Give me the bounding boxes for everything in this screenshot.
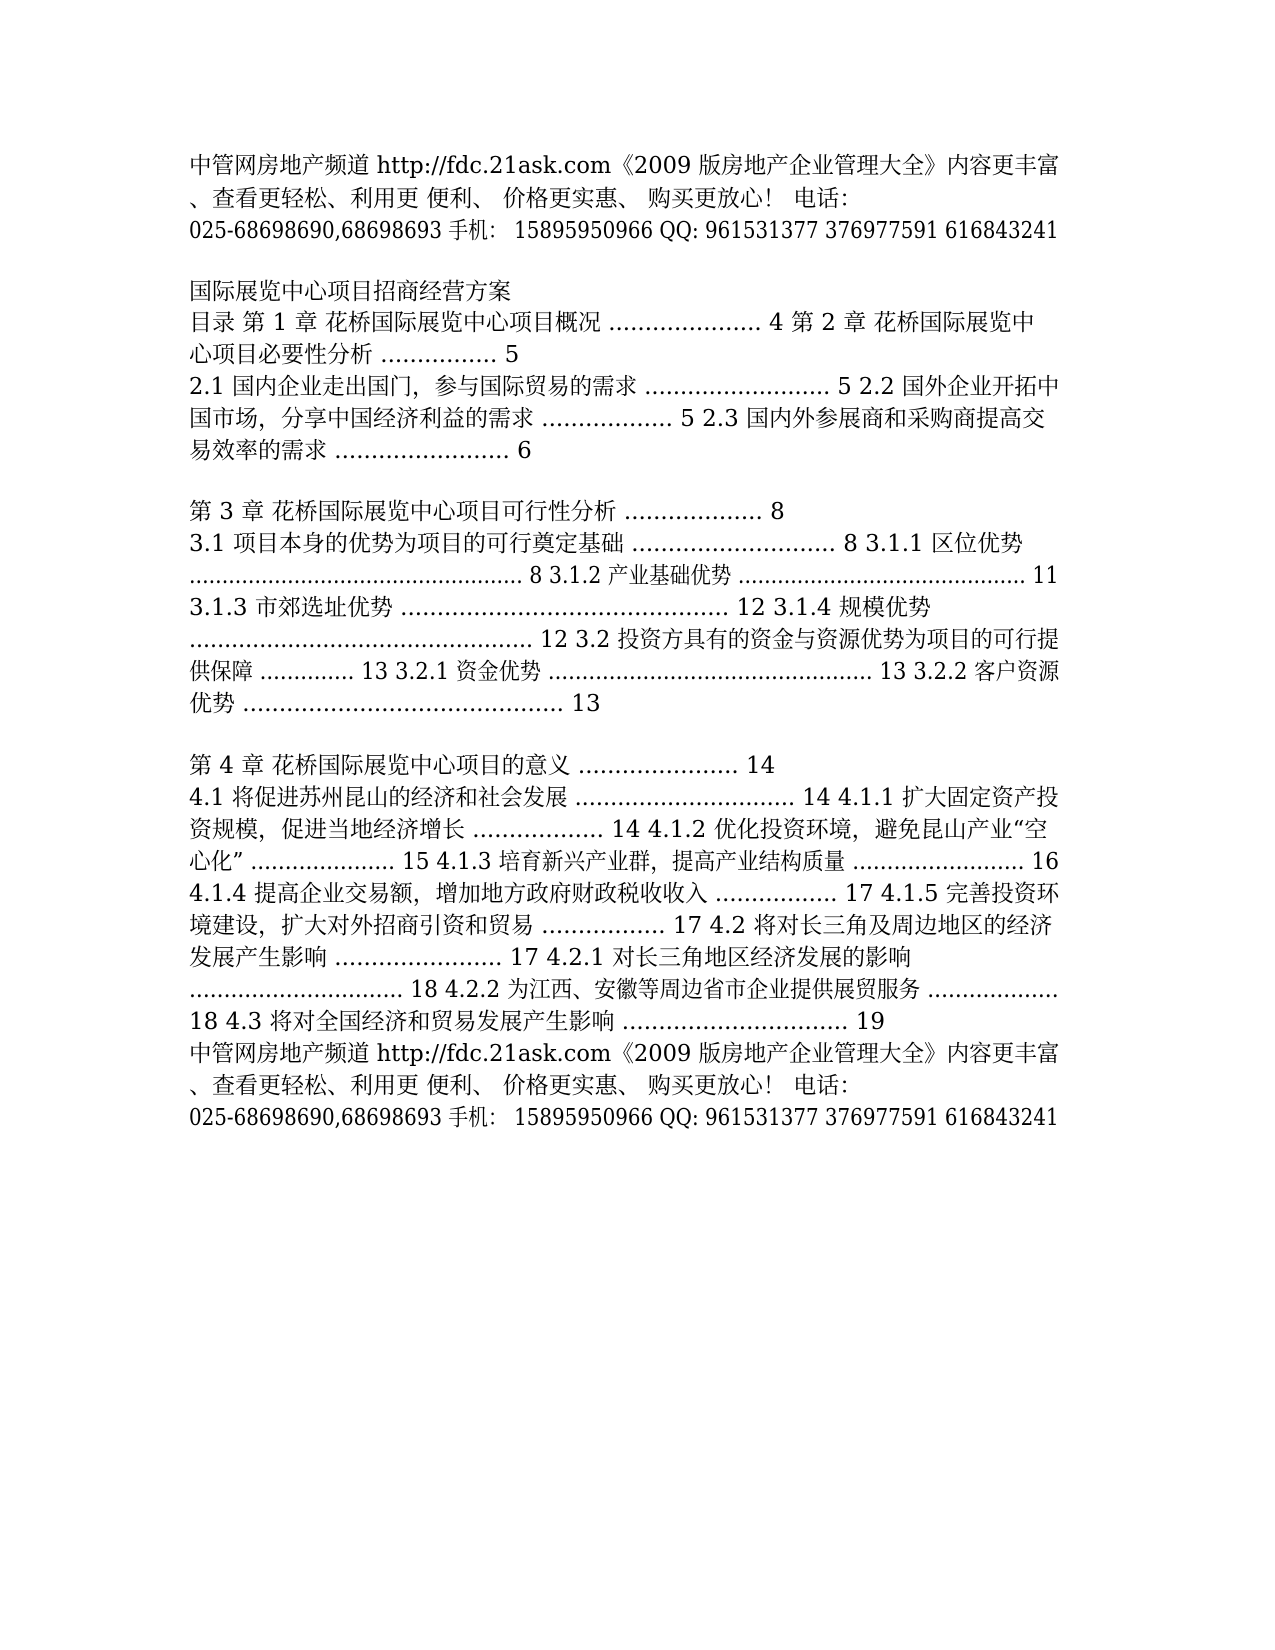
toc-line: 3.1 项目本身的优势为项目的可行奠定基础 ............................ 8 3.1.1 区位优势 (189, 531, 1023, 557)
toc-line: 3.1.3 市郊选址优势 ............................................. 12 3.1.4 规模优势 (189, 595, 931, 621)
footer-line-3: 025-68698690,68698693 手机： 15895950966 QQ: 961531377 376977591 616843241 (189, 1105, 1059, 1131)
footer-line-1: 中管网房地产频道 http://fdc.21ask.com《2009 版房地产企业管理大全》内容更丰富 (189, 1041, 1060, 1067)
header-line-2: 、查看更轻松、利用更 便利、 价格更实惠、 购买更放心！ 电话： (189, 186, 863, 212)
header-line-3: 025-68698690,68698693 手机： 15895950966 QQ: 961531377 376977591 616843241 (189, 218, 1059, 244)
toc-line: 目录 第 1 章 花桥国际展览中心项目概况 ..................... 4 第 2 章 花桥国际展览中 (189, 310, 1035, 336)
header-line-1: 中管网房地产频道 http://fdc.21ask.com《2009 版房地产企业管理大全》内容更丰富 (189, 153, 1060, 179)
toc-line: 易效率的需求 ........................ 6 (189, 438, 532, 464)
toc-line: 心项目必要性分析 ................ 5 (189, 342, 520, 368)
toc-line: 4.1 将促进苏州昆山的经济和社会发展 ............................... 14 4.1.1 扩大固定资产投 (189, 785, 1059, 811)
toc-line: 4.1.4 提高企业交易额，增加地方政府财政税收收入 ................. 17 4.1.5 完善投资环 (189, 881, 1060, 907)
toc-line: 第 4 章 花桥国际展览中心项目的意义 ...................... 14 (189, 753, 776, 779)
footer-line-2: 、查看更轻松、利用更 便利、 价格更实惠、 购买更放心！ 电话： (189, 1073, 863, 1099)
toc-line: ................................................. 12 3.2 投资方具有的资金与资源优势为项目的可行提 (189, 627, 1060, 653)
toc-line: 优势 ............................................ 13 (189, 691, 601, 717)
toc-line: ................................................... 8 3.1.2 产业基础优势 ............................................ 11 (189, 563, 1059, 589)
toc-line: 发展产生影响 ....................... 17 4.2.1 对长三角地区经济发展的影响 (189, 945, 912, 971)
toc-line: 2.1 国内企业走出国门，参与国际贸易的需求 .......................... 5 2.2 国外企业开拓中 (189, 374, 1060, 400)
toc-line: 国市场，分享中国经济利益的需求 .................. 5 2.3 国内外参展商和采购商提高交 (189, 406, 1046, 432)
toc-line: 心化” ..................... 15 4.1.3 培育新兴产业群，提高产业结构质量 ......................... 16 (189, 849, 1059, 875)
toc-line: 供保障 .............. 13 3.2.1 资金优势 ................................................ 13 3.2.2 客户资源 (189, 659, 1060, 685)
toc-line: ............................... 18 4.2.2 为江西、安徽等周边省市企业提供展贸服务 ................... (189, 977, 1059, 1003)
toc-line: 境建设，扩大对外招商引资和贸易 ................. 17 4.2 将对长三角及周边地区的经济 (189, 913, 1053, 939)
toc-line: 资规模，促进当地经济增长 .................. 14 4.1.2 优化投资环境，避免昆山产业“空 (189, 817, 1048, 843)
toc-line: 第 3 章 花桥国际展览中心项目可行性分析 ................... 8 (189, 499, 785, 525)
document-title: 国际展览中心项目招商经营方案 (189, 279, 511, 305)
toc-line: 18 4.3 将对全国经济和贸易发展产生影响 ............................... 19 (189, 1009, 885, 1035)
